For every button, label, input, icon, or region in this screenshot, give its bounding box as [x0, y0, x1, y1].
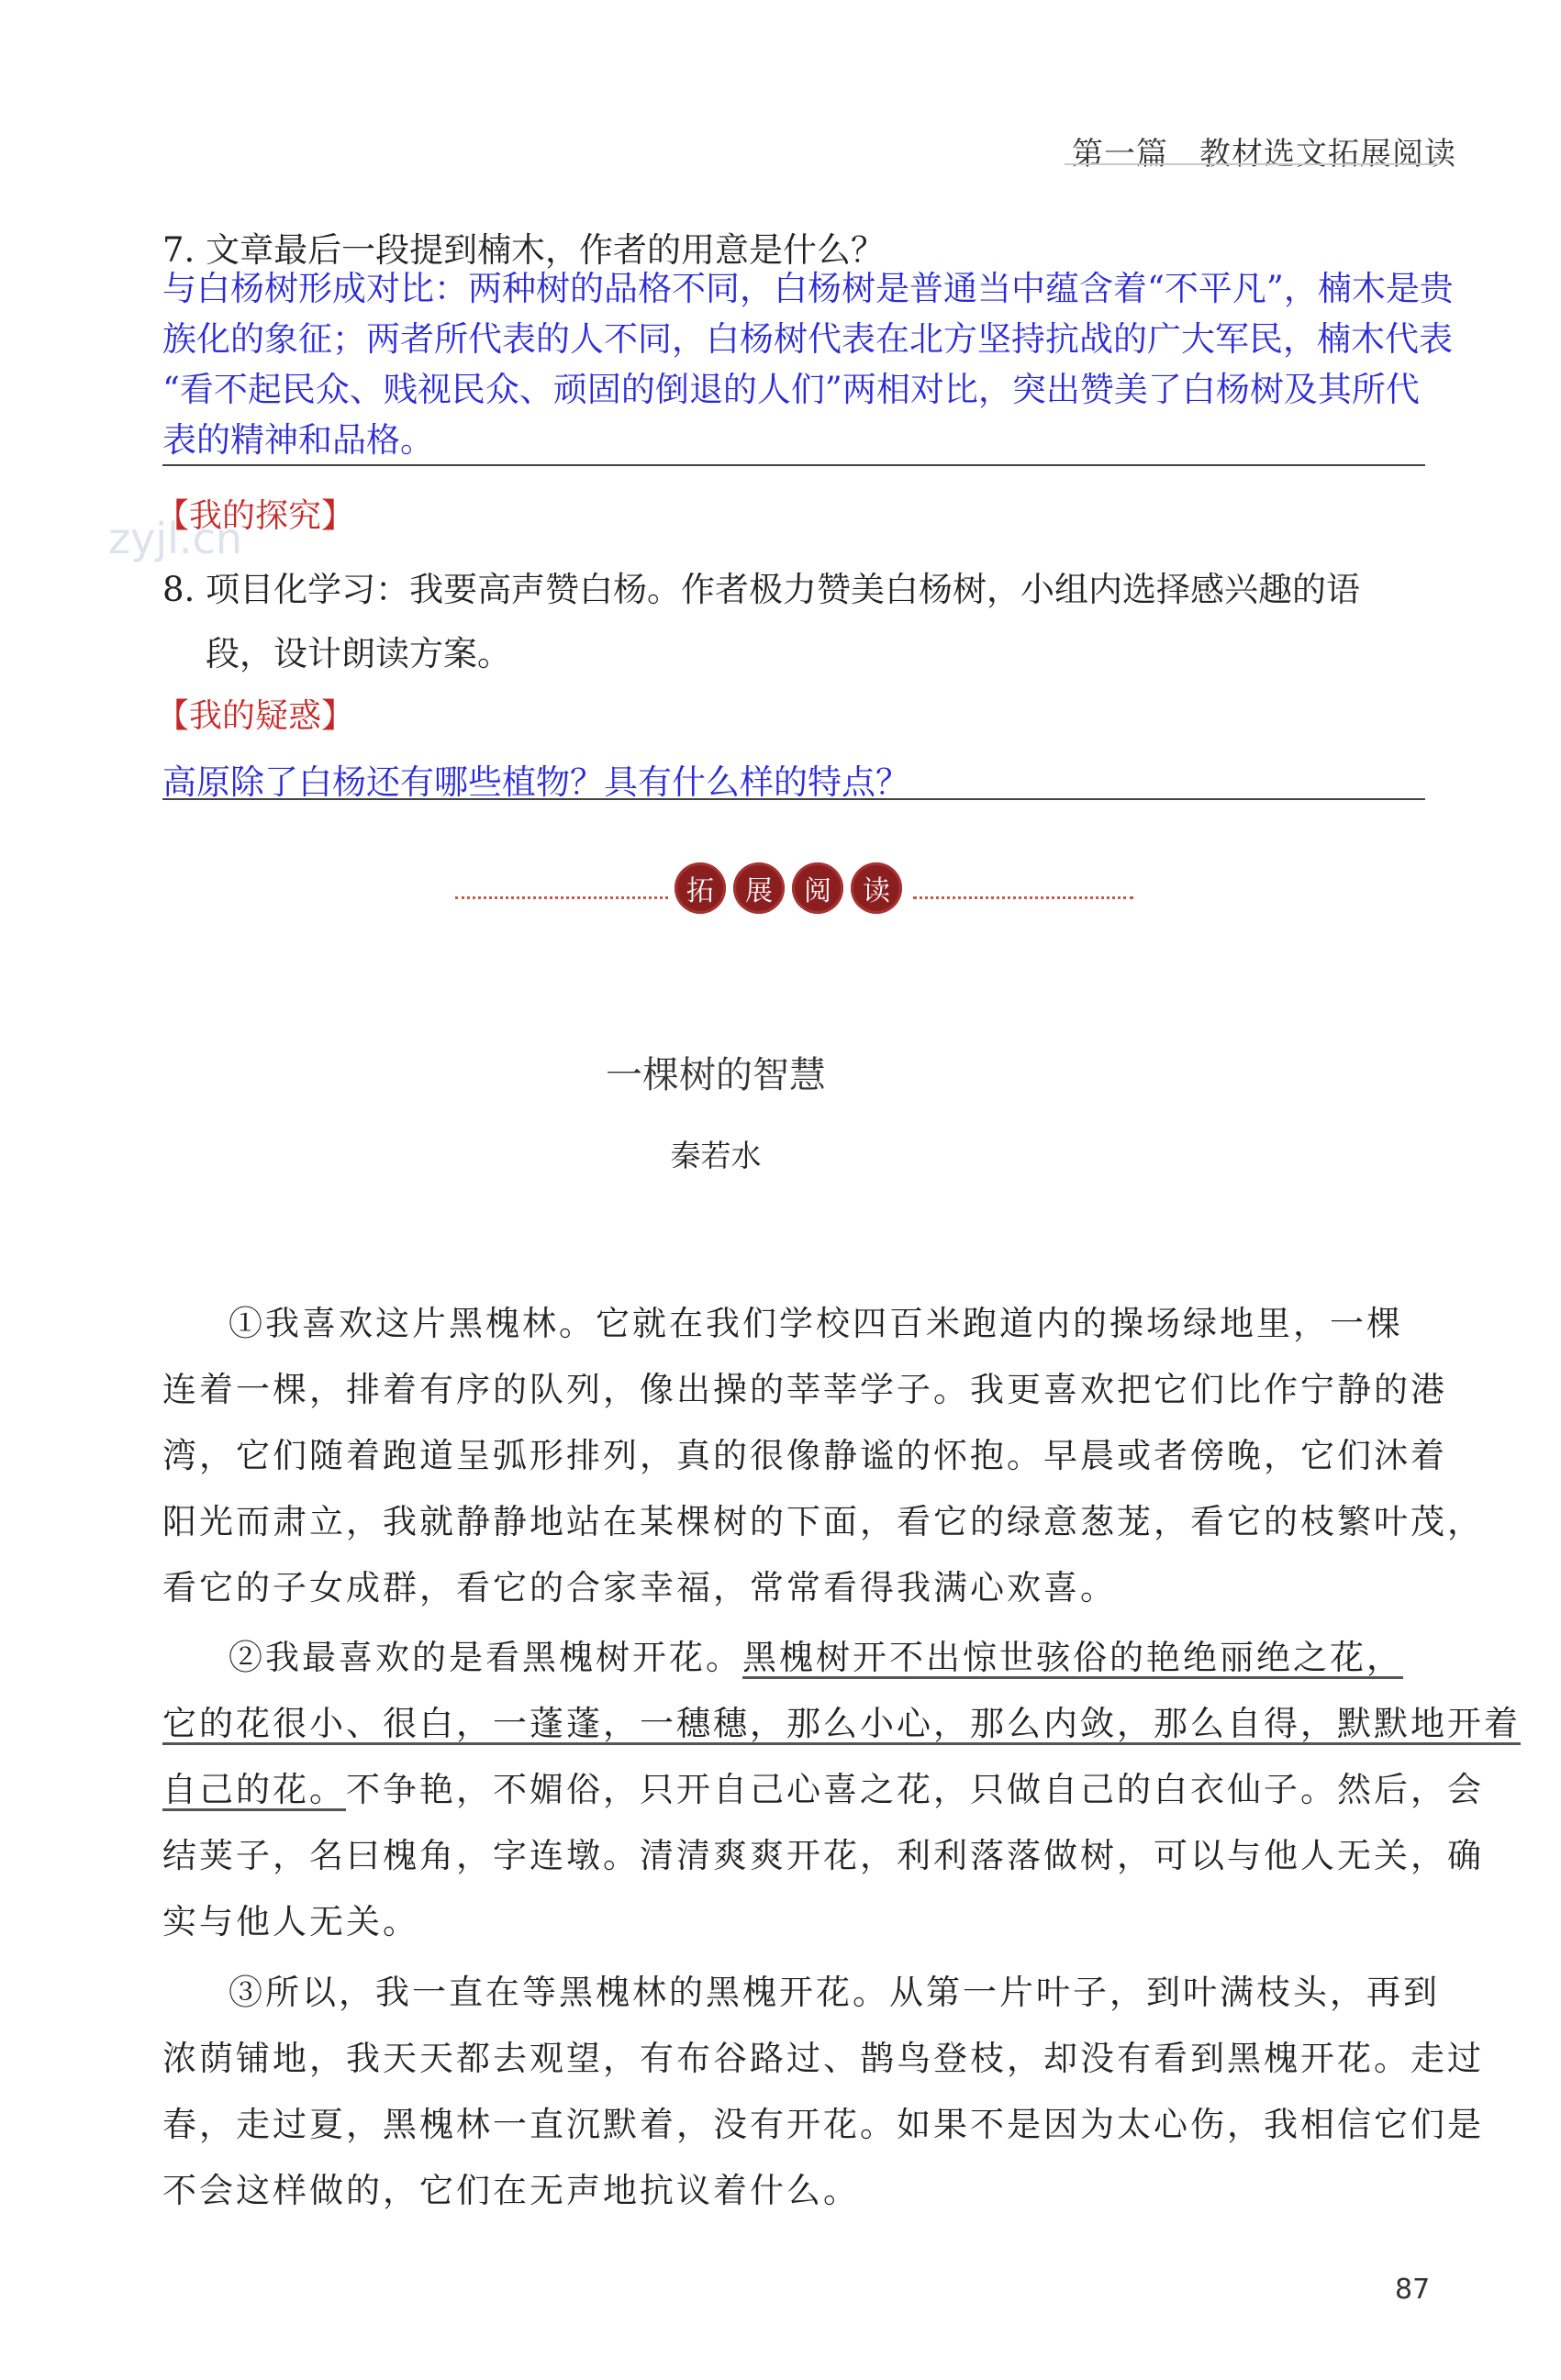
article-paragraph-1 [162, 1291, 1484, 1621]
paragraph-line: 看它的子女成群，看它的合家幸福，常常看得我满心欢喜。 [162, 1568, 1117, 1607]
paragraph-line: 连着一棵，排着有序的队列，像出操的莘莘学子。我更喜欢把它们比作宁静的港 [162, 1370, 1447, 1409]
banner-dotted-line-right [913, 896, 1133, 899]
answer-line: “看不起民众、贱视民众、顽固的倒退的人们”两相对比，突出赞美了白杨树及其所代 [162, 370, 1420, 409]
question-7-answer [162, 263, 1502, 465]
article-title: 一棵树的智慧 [606, 1054, 826, 1096]
header-section-label: 教材选文拓展阅读 [1199, 136, 1456, 172]
underlined-text: 自己的花。 [162, 1770, 346, 1809]
paragraph-line [162, 1625, 1429, 1691]
banner-char: 拓 [675, 862, 726, 914]
article-paragraph-2 [162, 1625, 1521, 1955]
question-8-line2: 段，设计朗读方案。 [206, 634, 511, 673]
paragraph-text: ②我最喜欢的是看黑槐树开花。 [229, 1638, 742, 1677]
paragraph-line: 湾，它们随着跑道呈弧形排列，真的很像静谧的怀抱。早晨或者傍晚，它们沐着 [162, 1436, 1447, 1475]
paragraph-line [162, 1691, 1521, 1757]
banner-dotted-line-left [455, 896, 668, 899]
answer-line: 与白杨树形成对比：两种树的品格不同，白杨树是普通当中蕴含着“不平凡”，楠木是贵 [162, 269, 1454, 308]
paragraph-line: ③所以，我一直在等黑槐林的黑槐开花。从第一片叶子，到叶满枝头，再到 [229, 1973, 1440, 2012]
paragraph-line [162, 1757, 1484, 1823]
banner-char: 展 [733, 862, 785, 914]
doubt-answer: 高原除了白杨还有哪些植物？具有什么样的特点？ [162, 762, 909, 802]
header-part-label: 第一篇 [1072, 136, 1168, 172]
paragraph-line: 不会这样做的，它们在无声地抗议着什么。 [162, 2171, 860, 2210]
running-header [1072, 128, 1456, 173]
explore-heading: 【我的探究】 [156, 497, 355, 535]
answer-line: 族化的象征；两者所代表的人不同，白杨树代表在北方坚持抗战的广大军民，楠木代表 [162, 319, 1453, 359]
paragraph-line: ①我喜欢这片黑槐林。它就在我们学校四百米跑道内的操场绿地里，一棵 [229, 1304, 1403, 1343]
watermark: zyjl.cn [108, 514, 242, 563]
banner-char: 读 [851, 862, 902, 914]
answer-line: 表的精神和品格。 [162, 420, 434, 460]
paragraph-line: 结荚子，名曰槐角，字连墩。清清爽爽开花，利利落落做树，可以与他人无关，确 [162, 1836, 1484, 1875]
paragraph-text: 不争艳，不媚俗，只开自己心喜之花，只做自己的白衣仙子。然后，会 [346, 1770, 1484, 1809]
underlined-text: 黑槐树开不出惊世骇俗的艳绝丽绝之花， [742, 1638, 1403, 1677]
paragraph-line: 浓荫铺地，我天天都去观望，有布谷路过、鹊鸟登枝，却没有看到黑槐开花。走过 [162, 2039, 1484, 2078]
doubt-heading: 【我的疑惑】 [156, 697, 355, 735]
paragraph-line: 阳光而肃立，我就静静地站在某棵树的下面，看它的绿意葱茏，看它的枝繁叶茂， [162, 1502, 1484, 1541]
header-divider [1065, 163, 1441, 165]
banner-char: 阅 [792, 862, 843, 914]
article-paragraph-3 [162, 1960, 1484, 2224]
extended-reading-banner [675, 862, 902, 914]
answer-underline [162, 464, 1425, 466]
underlined-text: 它的花很小、很白，一蓬蓬，一穗穗，那么小心，那么内敛，那么自得，默默地开着 [162, 1704, 1521, 1743]
question-7-prompt: 7. 文章最后一段提到楠木，作者的用意是什么？ [162, 230, 886, 270]
paragraph-line: 实与他人无关。 [162, 1902, 419, 1941]
paragraph-line: 春，走过夏，黑槐林一直沉默着，没有开花。如果不是因为太心伤，我相信它们是 [162, 2105, 1484, 2144]
question-8-line1: 8. 项目化学习：我要高声赞白杨。作者极力赞美白杨树，小组内选择感兴趣的语 [162, 570, 1361, 609]
page-number: 87 [1395, 2274, 1431, 2306]
doubt-underline [162, 798, 1425, 800]
article-author: 秦若水 [670, 1138, 762, 1173]
